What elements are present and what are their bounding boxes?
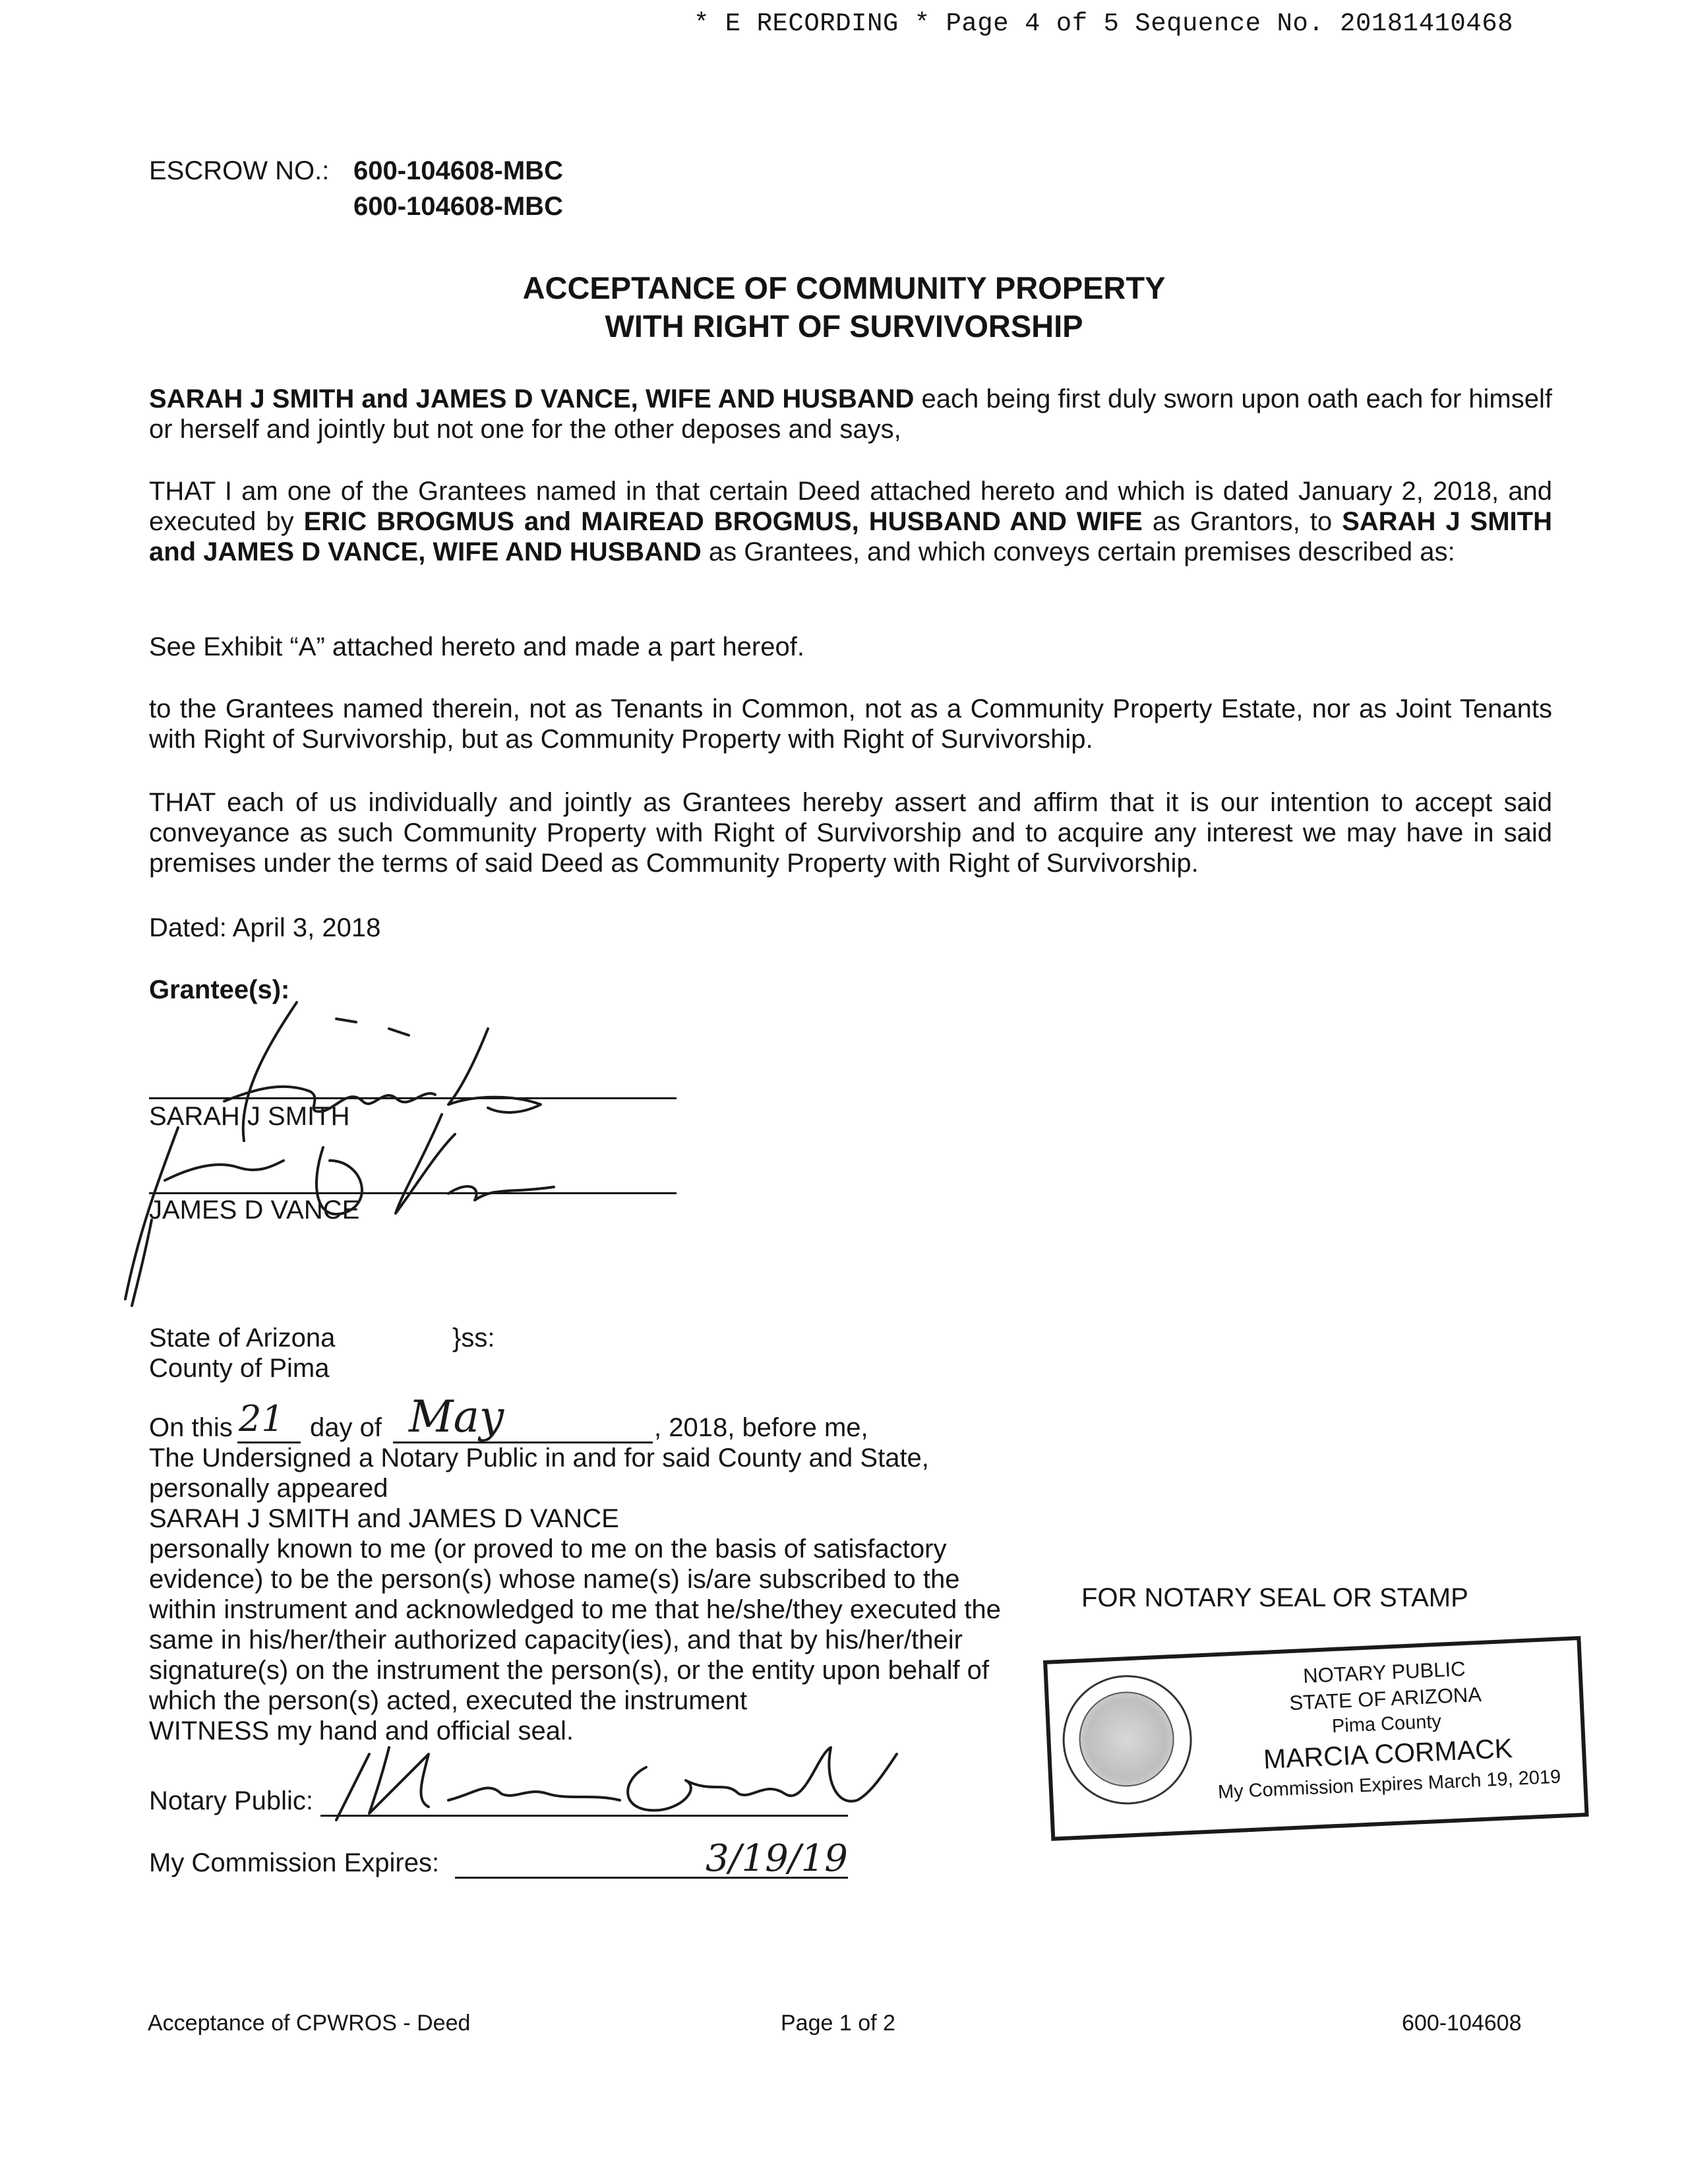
seal-heading: FOR NOTARY SEAL OR STAMP xyxy=(1081,1583,1468,1612)
stamp-line-4: MARCIA CORMACK xyxy=(1263,1732,1513,1774)
stamp-line-1: NOTARY PUBLIC xyxy=(1302,1656,1466,1688)
month-handwritten: May xyxy=(409,1391,504,1442)
paragraph-deed xyxy=(149,476,1552,567)
notary-day-of: day of xyxy=(310,1413,382,1442)
grantee-name-2: JAMES D VANCE xyxy=(149,1196,360,1225)
paragraph-deed-text-b: as Grantors, to xyxy=(1142,507,1342,536)
notary-signature-line xyxy=(320,1815,848,1817)
notary-ss: }ss: xyxy=(452,1323,495,1352)
signature-line-2 xyxy=(149,1192,677,1194)
stamp-line-5: My Commission Expires March 19, 2019 xyxy=(1217,1766,1561,1804)
notary-line-9: signature(s) on the instrument the person(s), or the entity upon behalf of xyxy=(149,1656,990,1685)
grantees-names-bold: SARAH J SMITH and JAMES D VANCE, WIFE AND HUSBAND xyxy=(149,384,915,413)
notary-county: County of Pima xyxy=(149,1354,330,1383)
notary-line-10: which the person(s) acted, executed the instrument xyxy=(149,1686,748,1715)
notary-line-6: evidence) to be the person(s) whose name(s) is/are subscribed to the xyxy=(149,1565,960,1594)
document-title-line-1: ACCEPTANCE OF COMMUNITY PROPERTY xyxy=(522,270,1166,305)
stamp-line-3: Pima County xyxy=(1331,1711,1442,1738)
grantors-names-bold: ERIC BROGMUS and MAIREAD BROGMUS, HUSBAND AND WIFE xyxy=(303,507,1143,536)
notary-line-2: The Undersigned a Notary Public in and for said County and State, xyxy=(149,1443,929,1472)
notary-public-label: Notary Public: xyxy=(149,1786,313,1815)
paragraph-affirmation: THAT each of us individually and jointly as Grantees hereby assert and affirm that it is our intention to accept said conveyance as such Community Property with Right of Survivorship and to acquire any interest we may have in said premises under the terms of said Deed as Community Property with Right of Survivorship. xyxy=(149,788,1552,878)
escrow-number-1: 600-104608-MBC xyxy=(353,156,563,185)
notary-line-5: personally known to me (or proved to me on the basis of satisfactory xyxy=(149,1534,947,1563)
document-title-line-2: WITH RIGHT OF SURVIVORSHIP xyxy=(605,309,1083,344)
notary-line-3: personally appeared xyxy=(149,1474,388,1503)
notary-line-4: SARAH J SMITH and JAMES D VANCE xyxy=(149,1504,619,1533)
paragraph-exhibit: See Exhibit “A” attached hereto and made a part hereof. xyxy=(149,632,804,661)
state-seal-center xyxy=(1077,1689,1176,1788)
notary-on-this: On this xyxy=(149,1413,233,1442)
dated-line: Dated: April 3, 2018 xyxy=(149,913,381,942)
notary-line-7: within instrument and acknowledged to me that he/she/they executed the xyxy=(149,1595,1001,1624)
recording-stamp: * E RECORDING * Page 4 of 5 Sequence No. 20181410468 xyxy=(694,9,1513,38)
paragraph-deed-text-a: THAT I am one of the Grantees named in that certain Deed attached hereto and which is dated January 2, 2018, and executed by xyxy=(149,477,1552,536)
grantees-label: Grantee(s): xyxy=(149,975,290,1004)
paragraph-deed-text-c: as Grantees, and which conveys certain premises described as: xyxy=(701,537,1455,566)
notary-line-8: same in his/her/their authorized capacity(ies), and that by his/her/their xyxy=(149,1625,963,1654)
commission-handwritten: 3/19/19 xyxy=(706,1837,848,1880)
state-seal-icon xyxy=(1060,1672,1195,1807)
stamp-line-2: STATE OF ARIZONA xyxy=(1288,1682,1482,1715)
footer-right: 600-104608 xyxy=(1402,2011,1522,2036)
commission-label: My Commission Expires: xyxy=(149,1848,440,1877)
paragraph-deposition xyxy=(149,384,1552,444)
day-handwritten: 21 xyxy=(239,1398,284,1440)
notary-state: State of Arizona xyxy=(149,1323,336,1352)
notary-line-11: WITNESS my hand and official seal. xyxy=(149,1716,574,1745)
footer-left: Acceptance of CPWROS - Deed xyxy=(148,2011,471,2036)
signature-sarah-smith xyxy=(198,989,567,1161)
escrow-label: ESCROW NO.: xyxy=(149,156,330,185)
grantee-name-1: SARAH J SMITH xyxy=(149,1102,350,1131)
grantees-names-bold-2: SARAH J SMITH and JAMES D VANCE, WIFE AND HUSBAND xyxy=(149,507,1552,566)
notary-stamp xyxy=(1043,1636,1589,1841)
escrow-number-2: 600-104608-MBC xyxy=(353,192,563,221)
paragraph-tenancy: to the Grantees named therein, not as Tenants in Common, not as a Community Property Estate, nor as Joint Tenants with Right of Survivorship, but as Community Property with Right of Survivorship. xyxy=(149,694,1552,754)
paragraph-deposition-text: each being first duly sworn upon oath each for himself or herself and jointly but not one for the other deposes and says, xyxy=(149,384,1552,444)
footer-page-number: Page 1 of 2 xyxy=(781,2011,895,2036)
signature-line-1 xyxy=(149,1097,677,1099)
notary-year: , 2018, before me, xyxy=(654,1413,868,1442)
